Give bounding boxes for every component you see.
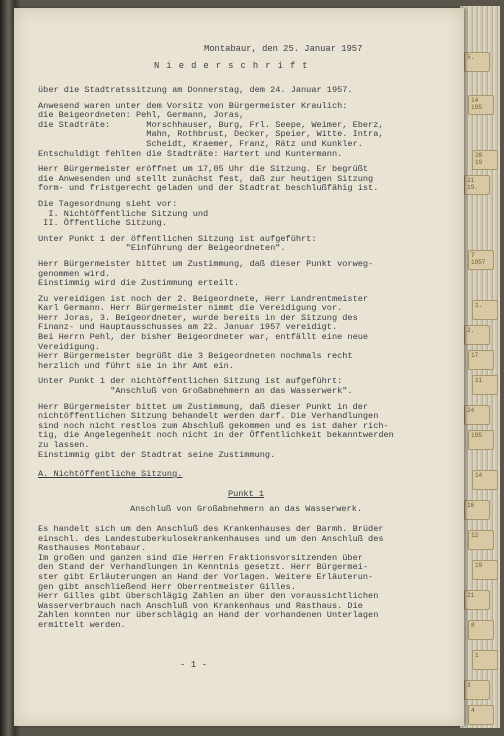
consent-paragraph — [38, 260, 454, 289]
text-line: gen gibt anschließend Herr Oberrentmeister Gilles. — [38, 581, 296, 592]
attendance-block — [38, 102, 454, 160]
text-line: Herr Gilles gibt überschlägig Zahlen an über den voraussichtlichen — [38, 591, 379, 602]
index-tab: 1 — [472, 650, 498, 670]
text-line: Die Tagesordnung sieht vor: — [38, 198, 178, 209]
text-line: Bei Herrn Pehl, der bisher Beigeordneter war, entfällt eine neue — [38, 332, 369, 343]
index-tab: 5. — [464, 52, 490, 72]
text-line: I. Nichtöffentliche Sitzung und — [38, 208, 209, 219]
agenda-paragraph — [38, 200, 454, 229]
index-tab: 11 — [472, 375, 498, 395]
text-line: die Anwesenden und stellt zunächst fest, daß zur heutigen Sitzung — [38, 173, 374, 184]
index-tab: 14 — [472, 470, 498, 490]
text-line: form- und fristgerecht geladen und der Stadtrat beschlußfähig ist. — [38, 183, 379, 194]
index-tab: 4 — [468, 705, 494, 725]
intro-line: über die Stadtratssitzung am Donnerstag, dem 24. Januar 1957. — [38, 85, 353, 95]
text-line: Finanz- und Hauptausschusses am 22. Januar 1957 vereidigt. — [38, 322, 338, 333]
text-line: Anwesend waren unter dem Vorsitz von Bürgermeister Kraulich: — [38, 100, 348, 111]
text-line: "Einführung der Beigeordneten". — [38, 243, 286, 254]
document-date: Montabaur, den 25. Januar 1957 — [204, 44, 363, 54]
text-line: Es handelt sich um den Anschluß des Krankenhauses der Barmh. Brüder — [38, 523, 384, 534]
section-heading: A. Nichtöffentliche Sitzung. — [38, 469, 183, 480]
text-line: sind noch nicht restlos zum Abschluß gekommen und es ist daher rich- — [38, 420, 389, 431]
index-tab: 2. — [464, 325, 490, 345]
index-tab: 3 — [464, 680, 490, 700]
index-tab: 28 19 — [472, 150, 498, 170]
index-tab: 21 19. — [464, 175, 490, 195]
text-line: den Stand der Verhandlungen in Kenntnis gesetzt. Herr Bürgermei- — [38, 562, 369, 573]
text-line: Herr Bürgermeister bittet um Zustimmung, daß dieser Punkt vorweg- — [38, 258, 374, 269]
text-line: Unter Punkt 1 der öffentlichen Sitzung ist aufgeführt: — [38, 233, 317, 244]
nonpublic-item-paragraph — [38, 377, 454, 396]
index-tab: 195 — [468, 430, 494, 450]
document-title: N i e d e r s c h r i f t — [154, 61, 309, 71]
text-line: nichtöffentlichen Sitzung behandelt werden darf. Die Verhandlungen — [38, 411, 379, 422]
punkt-subtitle: Anschluß von Großabnehmern an das Wasserwerk. — [129, 504, 363, 515]
text-line: die Stadträte: Morschhauser, Burg, Frl. Seepe, Weimer, Eberz, — [38, 119, 384, 130]
text-line: Entschuldigt fehlten die Stadträte: Hartert und Kuntermann. — [38, 148, 343, 159]
index-tab: 12 — [468, 530, 494, 550]
index-tab: 8 — [468, 620, 494, 640]
text-line: Mahn, Rothbrust, Decker, Speier, Witte. Intra, — [38, 129, 384, 140]
nonpublic-consent-paragraph — [38, 403, 454, 461]
text-line: Unter Punkt 1 der nichtöffentlichen Sitzung ist aufgeführt: — [38, 376, 343, 387]
text-line: ermittelt werden. — [38, 619, 126, 630]
index-tab: 21 — [464, 590, 490, 610]
text-line: Einstimmig wird die Zustimmung erteilt. — [38, 278, 240, 289]
text-line: "Anschluß von Großabnehmern an das Wasserwerk". — [38, 386, 353, 397]
document-body — [38, 86, 454, 631]
text-line: Vereidigung. — [38, 341, 100, 352]
index-tab: 16 — [464, 500, 490, 520]
index-tab: 7 1957 — [468, 250, 494, 270]
text-line: zu lassen. — [38, 440, 90, 450]
text-line: II. Öffentliche Sitzung. — [38, 218, 167, 229]
index-tab: 1. — [472, 300, 498, 320]
index-tab: 19 — [472, 560, 498, 580]
text-line: die Beigeordneten: Pehl, Germann, Joras, — [38, 110, 245, 121]
page-number: - 1 - — [180, 660, 208, 670]
public-item-paragraph — [38, 235, 454, 254]
text-line: Rasthauses Montabaur. — [38, 543, 147, 554]
text-line: Herr Joras, 3. Beigeordneter, wurde bereits in der Sitzung des — [38, 312, 358, 323]
text-line: Herr Bürgermeister bittet um Zustimmung, daß dieser Punkt in der — [38, 401, 369, 412]
text-line: Scheidt, Kraemer, Franz, Rätz und Kunkler. — [38, 138, 363, 149]
text-line: tig, die Angelegenheit noch nicht in der Öffentlichkeit bekanntwerden — [38, 430, 394, 441]
text-line: Herr Bürgermeister begrüßt die 3 Beigeordneten nochmals recht — [38, 351, 353, 362]
text-line: Einstimmig gibt der Stadtrat seine Zustimmung. — [38, 449, 276, 460]
oath-paragraph — [38, 295, 454, 372]
text-line: Karl Germann. Herr Bürgermeister nimmt die Vereidigung vor. — [38, 303, 343, 314]
binder-edge — [0, 0, 14, 736]
text-line: Zu vereidigen ist noch der 2. Beigeordnete, Herr Landrentmeister — [38, 293, 369, 304]
punkt-body-paragraph — [38, 525, 454, 631]
index-tab: 24 — [464, 405, 490, 425]
text-line: Im großen und ganzen sind die Herren Fraktionsvorsitzenden über — [38, 552, 363, 563]
text-line: ster gibt Erläuterungen an Hand der Vorlagen. Weitere Erläuterun- — [38, 571, 374, 582]
text-line: Herr Bürgermeister eröffnet um 17,05 Uhr die Sitzung. Er begrüßt — [38, 164, 369, 175]
text-line: Wasserverbrauch nach Anschluß von Krankenhaus und Rasthaus. Die — [38, 600, 363, 611]
opening-paragraph — [38, 165, 454, 194]
index-tab: 17 — [468, 350, 494, 370]
index-tab: 14 195 — [468, 95, 494, 115]
text-line: Zahlen konnten nur überschlägig an Hand der vorhandenen Unterlagen — [38, 610, 379, 621]
text-line: genommen wird. — [38, 268, 111, 279]
text-line: einschl. des Landestuberkulosekrankenhauses und um den Anschluß des — [38, 533, 384, 544]
text-line: herzlich und führt sie in ihr Amt ein. — [38, 360, 234, 371]
punkt-heading: Punkt 1 — [227, 488, 265, 499]
